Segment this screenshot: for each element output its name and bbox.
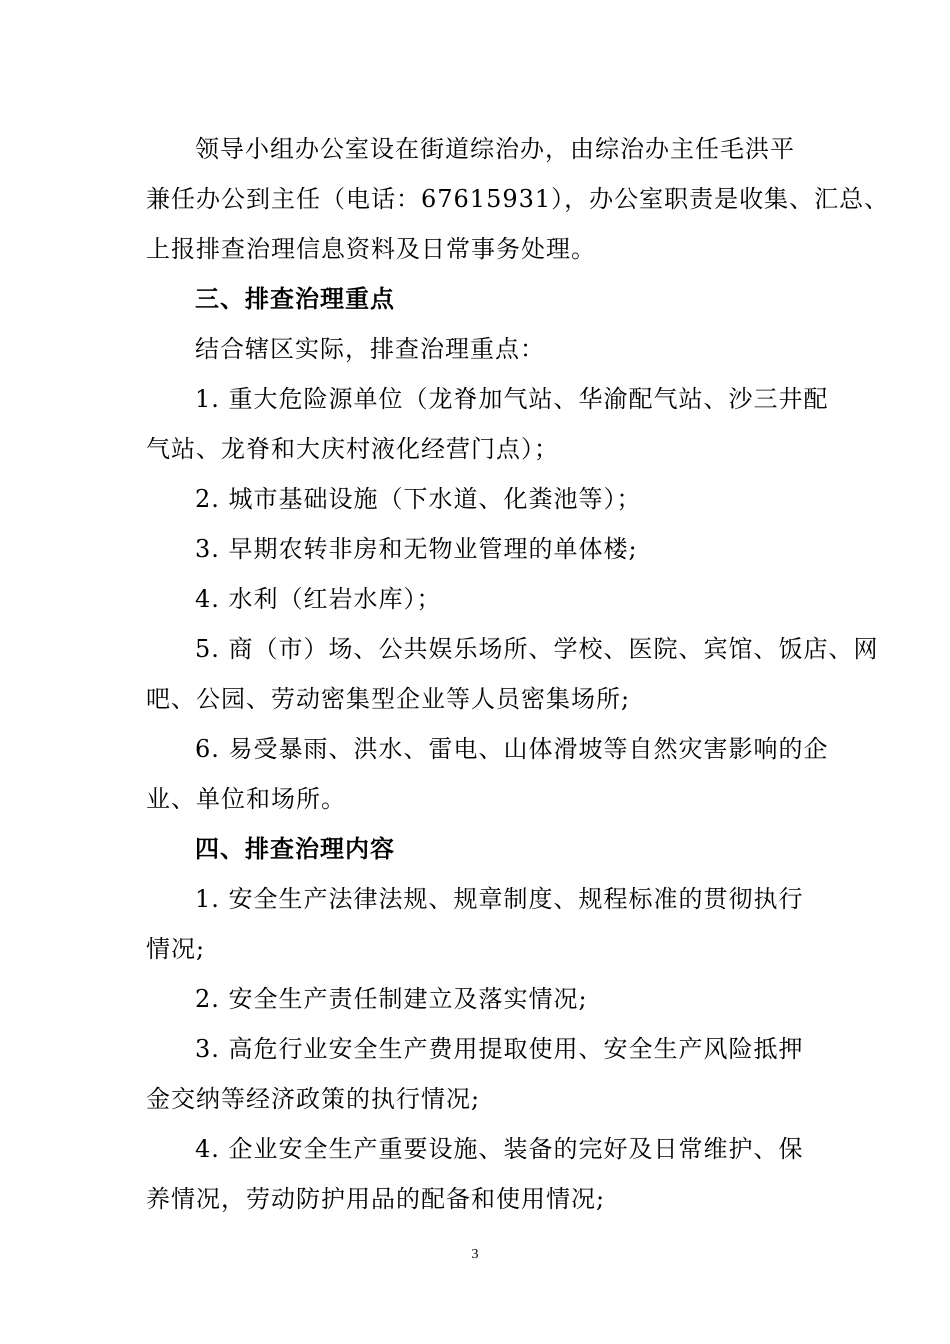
paragraph-line: 上报排查治理信息资料及日常事务处理。 — [146, 235, 596, 263]
list-item: 情况; — [146, 935, 206, 963]
list-item: 1. 安全生产法律法规、规章制度、规程标准的贯彻执行 — [195, 885, 804, 913]
list-item: 气站、龙脊和大庆村液化经营门点）； — [146, 435, 559, 463]
section-heading: 三、排查治理重点 — [195, 285, 395, 313]
page-number: 3 — [471, 1247, 479, 1262]
list-item: 3. 早期农转非房和无物业管理的单体楼; — [195, 535, 638, 563]
list-item: 2. 安全生产责任制建立及落实情况; — [195, 985, 588, 1013]
list-item: 1. 重大危险源单位（龙脊加气站、华渝配气站、沙三井配 — [195, 385, 829, 413]
list-item: 吧、公园、劳动密集型企业等人员密集场所; — [146, 685, 631, 713]
list-item: 2. 城市基础设施（下水道、化粪池等）； — [195, 485, 642, 513]
list-item: 5. 商（市）场、公共娱乐场所、学校、医院、宾馆、饭店、网 — [195, 635, 879, 663]
paragraph-line: 领导小组办公室设在街道综治办，由综治办主任毛洪平 — [195, 135, 795, 163]
list-item: 4. 企业安全生产重要设施、装备的完好及日常维护、保 — [195, 1135, 804, 1163]
list-item: 3. 高危行业安全生产费用提取使用、安全生产风险抵押 — [195, 1035, 804, 1063]
list-item: 业、单位和场所。 — [146, 785, 346, 813]
list-item: 养情况，劳动防护用品的配备和使用情况; — [146, 1185, 606, 1213]
section-intro: 结合辖区实际，排查治理重点： — [195, 335, 545, 363]
list-item: 4. 水利（红岩水库）； — [195, 585, 442, 613]
list-item: 金交纳等经济政策的执行情况; — [146, 1085, 481, 1113]
paragraph-line: 兼任办公到主任（电话：67615931），办公室职责是收集、汇总、 — [146, 185, 890, 213]
section-heading: 四、排查治理内容 — [195, 835, 395, 863]
list-item: 6. 易受暴雨、洪水、雷电、山体滑坡等自然灾害影响的企 — [195, 735, 829, 763]
